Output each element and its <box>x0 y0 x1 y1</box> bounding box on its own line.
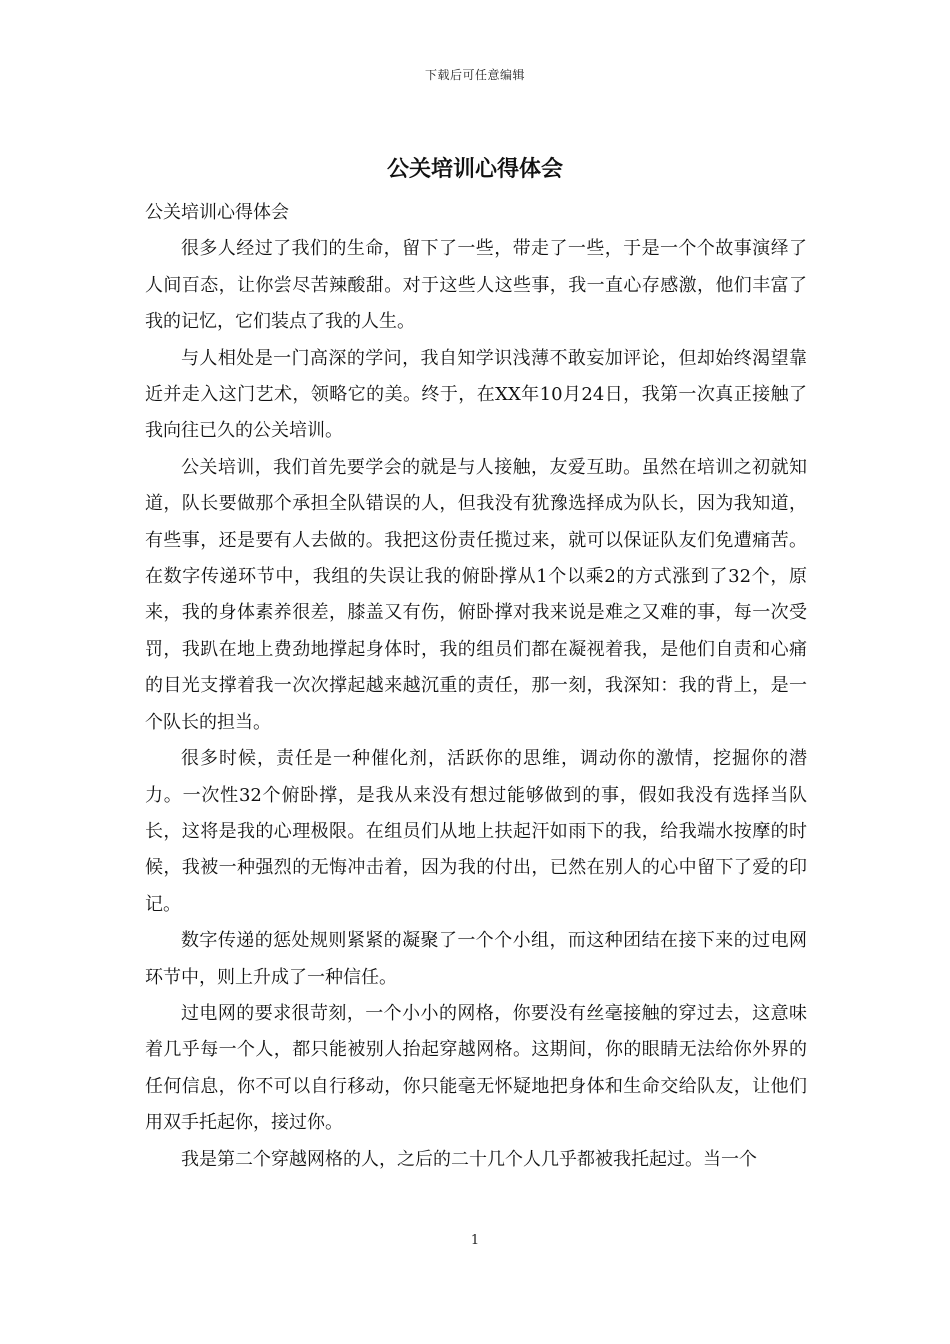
document-subtitle: 公关培训心得体会 <box>145 202 289 223</box>
page-number: 1 <box>470 1233 480 1248</box>
paragraph: 我是第二个穿越网格的人，之后的二十几个人几乎都被我托起过。当一个 <box>181 1148 757 1170</box>
page-header: 下载后可任意编辑 <box>424 68 525 82</box>
document-title: 公关培训心得体会 <box>386 156 563 182</box>
paragraph: 很多人经过了我们的生命，留下了一些，带走了一些，于是一个个故事演绎了人间百态，让你尝尽苦辣酸甜。对于这些人这些事，我一直心存感激，他们丰富了我的记忆，它们装点了我的人生。 <box>145 238 807 333</box>
paragraph: 很多时候，责任是一种催化剂，活跃你的思维，调动你的激情，挖掘你的潜力。一次性32个俯卧撑，是我从来没有想过能够做到的事，假如我没有选择当队长，这将是我的心理极限。在组员们从地上扶起汗如雨下的我，给我端水按摩的时候，我被一种强烈的无悔冲击着，因为我的付出，已然在别人的心中留下了爱的印记。 <box>145 748 807 915</box>
paragraph: 数字传递的惩处规则紧紧的凝聚了一个个小组，而这种团结在接下来的过电网环节中，则上升成了一种信任。 <box>145 930 807 988</box>
paragraph: 与人相处是一门高深的学问，我自知学识浅薄不敢妄加评论，但却始终渴望靠近并走入这门艺术，领略它的美。终于，在XX年10月24日，我第一次真正接触了我向往已久的公关培训。 <box>145 347 807 442</box>
paragraph: 公关培训，我们首先要学会的就是与人接触，友爱互助。虽然在培训之初就知道，队长要做那个承担全队错误的人，但我没有犹豫选择成为队长，因为我知道，有些事，还是要有人去做的。我把这份责任揽过来，就可以保证队友们免遭痛苦。在数字传递环节中，我组的失误让我的俯卧撑从1个以乘2的方式涨到了32个，原来，我的身体素养很差，膝盖又有伤，俯卧撑对我来说是难之又难的事，每一次受罚，我趴在地上费劲地撑起身体时，我的组员们都在凝视着我，是他们自责和心痛的目光支撑着我一次次撑起越来越沉重的责任，那一刻，我深知：我的背上，是一个队长的担当。 <box>145 456 807 733</box>
paragraph: 过电网的要求很苛刻，一个小小的网格，你要没有丝毫接触的穿过去，这意味着几乎每一个人，都只能被别人抬起穿越网格。这期间，你的眼睛无法给你外界的任何信息，你不可以自行移动，你只能毫无怀疑地把身体和生命交给队友，让他们用双手托起你，接过你。 <box>145 1002 807 1134</box>
document-body <box>145 195 807 1178</box>
